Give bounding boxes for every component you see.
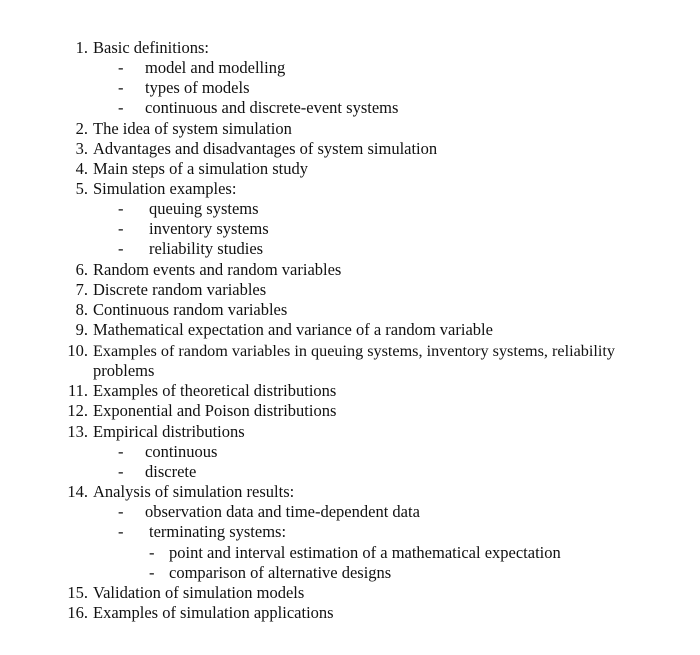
sub-sub-item-text: comparison of alternative designs — [169, 563, 392, 582]
item-text: Mathematical expectation and variance of a random variable — [93, 320, 493, 339]
item-number: 8. — [75, 300, 88, 319]
sub-item-text: discrete — [145, 462, 197, 481]
item-text: Advantages and disadvantages of system simulation — [93, 139, 438, 158]
item-text: Empirical distributions — [93, 422, 245, 441]
item-number: 14. — [67, 482, 88, 501]
dash-bullet: - — [118, 239, 124, 258]
item-number: 9. — [75, 320, 88, 339]
dash-bullet: - — [118, 199, 124, 218]
dash-bullet: - — [118, 462, 124, 481]
item-text: Discrete random variables — [93, 280, 267, 299]
dash-bullet: - — [118, 522, 124, 541]
sub-item-text: observation data and time-dependent data — [145, 502, 420, 521]
item-text: Exponential and Poison distributions — [93, 401, 337, 420]
item-text: Random events and random variables — [93, 260, 342, 279]
item-text: Basic definitions: — [93, 38, 209, 57]
item-text: Validation of simulation models — [93, 583, 305, 602]
item-number: 1. — [75, 38, 88, 57]
dash-bullet: - — [118, 219, 124, 238]
dash-bullet: - — [118, 78, 124, 97]
item-text: Analysis of simulation results: — [93, 482, 295, 501]
sub-item-text: continuous and discrete-event systems — [145, 98, 399, 117]
item-number: 7. — [75, 280, 88, 299]
sub-item-text: terminating systems: — [149, 522, 287, 541]
item-number: 15. — [67, 583, 88, 602]
dash-bullet: - — [149, 563, 155, 582]
sub-sub-item-text: point and interval estimation of a mathematical expectation — [169, 543, 561, 562]
item-number: 2. — [75, 119, 88, 138]
sub-item-text: queuing systems — [149, 199, 259, 218]
item-text: Examples of theoretical distributions — [93, 381, 337, 400]
dash-bullet: - — [118, 502, 124, 521]
item-number: 3. — [75, 139, 88, 158]
sub-item-text: continuous — [145, 442, 218, 461]
dash-bullet: - — [118, 58, 124, 77]
sub-item-text: types of models — [145, 78, 250, 97]
dash-bullet: - — [149, 543, 155, 562]
item-number: 5. — [75, 179, 88, 198]
item-number: 4. — [75, 159, 88, 178]
item-text: Main steps of a simulation study — [93, 159, 308, 178]
item-text-continuation: problems — [93, 361, 155, 380]
item-text: The idea of system simulation — [93, 119, 292, 138]
item-text: Examples of simulation applications — [93, 603, 334, 622]
item-text: Examples of random variables in queuing systems, inventory systems, reliability — [93, 342, 615, 360]
item-number: 13. — [67, 422, 88, 441]
dash-bullet: - — [118, 98, 124, 117]
item-text: Simulation examples: — [93, 179, 237, 198]
item-number: 11. — [67, 381, 88, 400]
item-number: 6. — [75, 260, 88, 279]
dash-bullet: - — [118, 442, 124, 461]
sub-item-text: inventory systems — [149, 219, 269, 238]
item-number: 16. — [67, 603, 88, 622]
item-text: Continuous random variables — [93, 300, 288, 319]
item-number: 12. — [67, 401, 88, 420]
item-number: 10. — [67, 341, 88, 360]
sub-item-text: reliability studies — [149, 239, 264, 258]
sub-item-text: model and modelling — [145, 58, 286, 77]
